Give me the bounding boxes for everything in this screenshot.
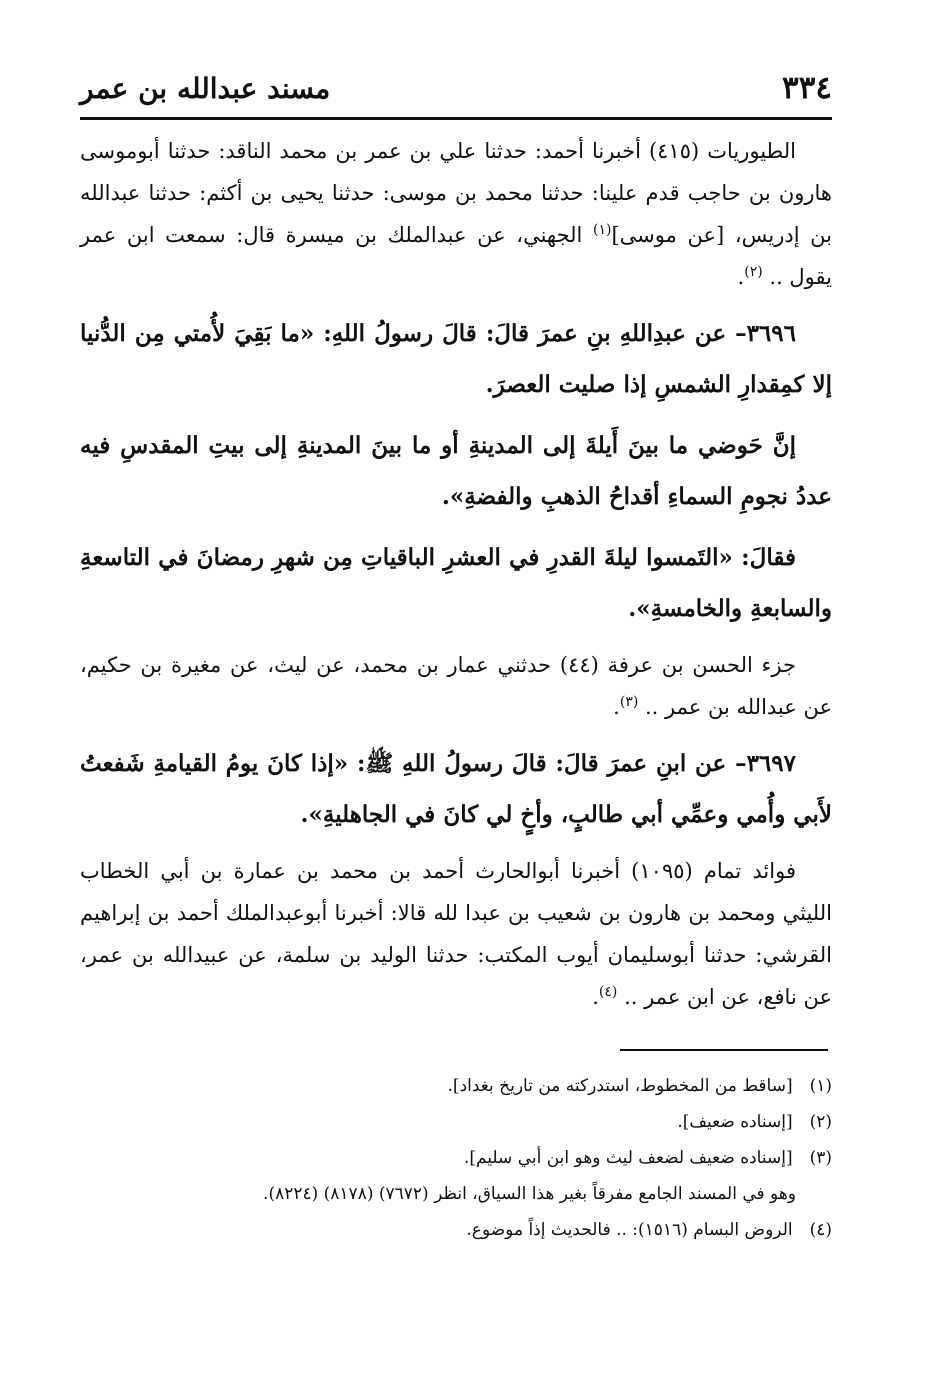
source-paragraph-3 bbox=[80, 850, 832, 1018]
sentence-end: . bbox=[592, 985, 599, 1009]
hadith-3697: ٣٦٩٧– عن ابنِ عمرَ قالَ: قالَ رسولُ اللهِ ﷺ: «إذا كانَ يومُ القيامةِ شَفعتُ لأَبي وأُمي وعمِّي أبي طالبٍ، وأخٍ لي كانَ في الجاهليةِ». bbox=[80, 750, 832, 828]
footnote-number: (٢) bbox=[809, 1112, 832, 1132]
sentence-end: . bbox=[613, 695, 620, 719]
source-text: جزء الحسن بن عرفة (٤٤) حدثني عمار بن محمد، عن ليث، عن مغيرة بن حكيم، عن عبدالله بن عمر .. bbox=[80, 653, 832, 719]
footnote-text: الروض البسام (١٥١٦): .. فالحديث إذاً موضوع. bbox=[466, 1220, 793, 1240]
footnote-text: وهو في المسند الجامع مفرقاً بغير هذا السياق، انظر (٧٦٧٢) (٨١٧٨) (٨٢٢٤). bbox=[263, 1184, 796, 1204]
source-paragraph-2 bbox=[80, 644, 832, 728]
footnote-text: [إسناده ضعيف لضعف ليث وهو ابن أبي سليم]. bbox=[463, 1148, 793, 1168]
hadith-3696-part-1: ٣٦٩٦– عن عبدِاللهِ بنِ عمرَ قالَ: قالَ رسولُ اللهِ: «ما بَقِيَ لأُمتي مِن الدُّنيا إلا كمِقدارِ الشمسِ إذا صليت العصرَ. bbox=[80, 320, 832, 398]
hadith-3696-part-2: إنَّ حَوضي ما بينَ أَيلةَ إلى المدينةِ أو ما بينَ المدينةِ إلى بيتِ المقدسِ فيه عددُ نجومِ السماءِ أقداحُ الذهبِ والفضةِ». bbox=[80, 432, 832, 510]
footnote-ref-2: (٢) bbox=[744, 264, 763, 280]
footnote-ref-4: (٤) bbox=[598, 984, 618, 1000]
hadith-3696-part-3: فقالَ: «التَمسوا ليلةَ القدرِ في العشرِ الباقياتِ مِن شهرِ رمضانَ في التاسعةِ والسابعةِ والخامسةِ». bbox=[80, 544, 832, 622]
footnote-text: [ساقط من المخطوط، استدركته من تاريخ بغداد]. bbox=[447, 1076, 793, 1096]
page-number: ٣٣٤ bbox=[782, 70, 832, 106]
footnote-number: (٣) bbox=[809, 1148, 832, 1168]
source-paragraph-1 bbox=[80, 130, 832, 298]
source-text: فوائد تمام (١٠٩٥) أخبرنا أبوالحارث أحمد بن محمد بن عمارة بن أبي الخطاب الليثي ومحمد بن هارون بن شعيب بن عبدا لله قالا: أخبرنا أبوعبدالملك أحمد بن إبراهيم القرشي: حدثنا أبوسليمان أيوب المكتب: حدثنا الوليد بن سلمة، عن عبيدالله بن عمر، عن نافع، عن ابن عمر .. bbox=[80, 859, 832, 1009]
footnote-ref-1: (١) bbox=[593, 222, 612, 238]
footnote-text: [إسناده ضعيف]. bbox=[677, 1112, 793, 1132]
footnote-number: (١) bbox=[809, 1076, 832, 1096]
source-text-continued: الجهني، عن عبدالملك بن ميسرة قال: سمعت ابن عمر يقول .. bbox=[80, 223, 832, 289]
footnote-2 bbox=[80, 1104, 832, 1140]
main-text bbox=[80, 130, 832, 1028]
footnote-3 bbox=[80, 1140, 832, 1176]
footnote-1 bbox=[80, 1068, 832, 1104]
footnote-number: (٤) bbox=[809, 1220, 832, 1240]
footnote-4 bbox=[80, 1212, 832, 1248]
footnotes bbox=[80, 1068, 832, 1248]
footnote-divider bbox=[620, 1049, 828, 1051]
page-header bbox=[80, 64, 832, 120]
source-text: الطيوريات (٤١٥) أخبرنا أحمد: حدثنا علي بن عمر بن محمد الناقد: حدثنا أبوموسى هارون بن حاجب قدم علينا: حدثنا محمد بن موسى: حدثنا يحيى بن أكثم: حدثنا عبدالله بن إدريس، [عن موسى] bbox=[80, 139, 832, 247]
footnote-3-continued bbox=[80, 1176, 832, 1212]
footnote-ref-3: (٣) bbox=[619, 694, 639, 710]
sentence-end: . bbox=[737, 265, 745, 289]
running-title: مسند عبدالله بن عمر bbox=[80, 72, 331, 105]
